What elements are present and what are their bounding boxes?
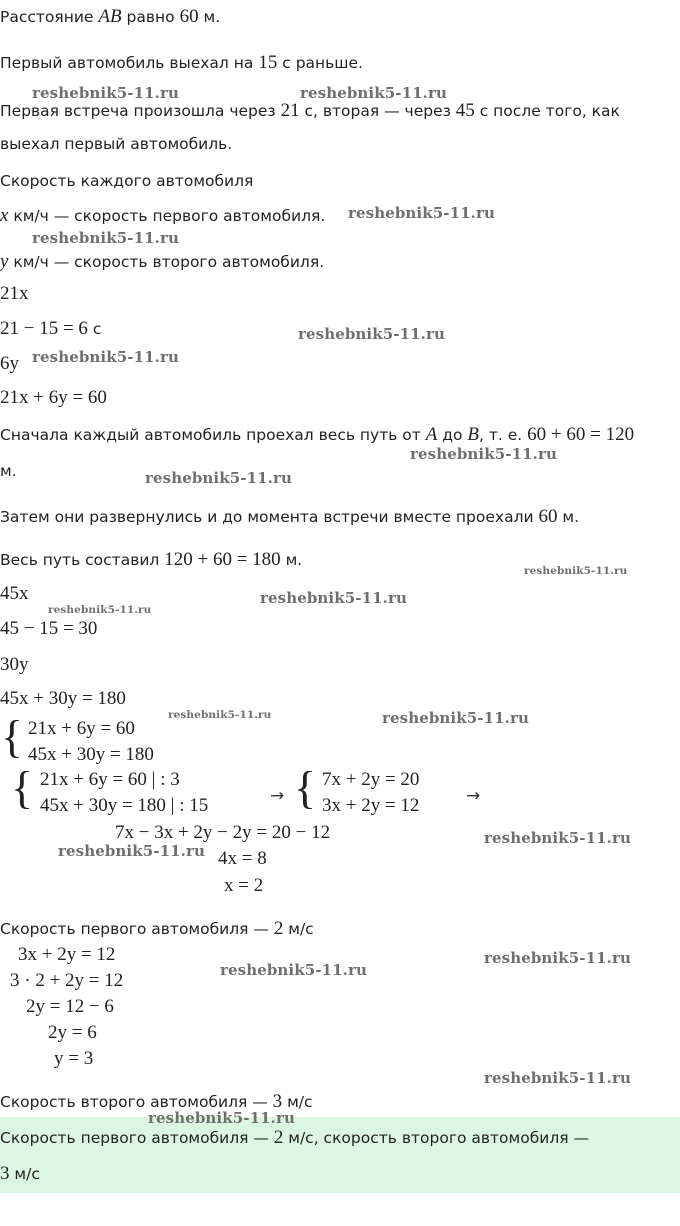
- text-turned-around: Затем они развернулись и до момента встречи вместе проехали 60 м.: [0, 506, 580, 527]
- watermark-text: reshebnik5-11.ru: [168, 709, 272, 721]
- step-y-2: 3 · 2 + 2y = 12: [10, 970, 124, 991]
- watermark-text: reshebnik5-11.ru: [348, 204, 495, 222]
- system2-eq2: 45x + 30y = 180 | : 15: [40, 795, 209, 816]
- watermark-text: reshebnik5-11.ru: [382, 709, 529, 727]
- watermark-text: reshebnik5-11.ru: [145, 469, 292, 487]
- system1-eq2: 45x + 30y = 180: [28, 744, 154, 765]
- system-brace: {: [11, 762, 34, 813]
- math-30y: 30y: [0, 654, 29, 675]
- watermark-text: reshebnik5-11.ru: [148, 1109, 295, 1127]
- watermark-text: reshebnik5-11.ru: [298, 325, 445, 343]
- text-speed-heading: Скорость каждого автомобиля: [0, 172, 254, 190]
- watermark-text: reshebnik5-11.ru: [300, 84, 447, 102]
- step-y-4: 2y = 6: [48, 1022, 97, 1043]
- system2-eq4: 3x + 2y = 12: [322, 795, 420, 816]
- watermark-text: reshebnik5-11.ru: [484, 829, 631, 847]
- math-21-15: 21 − 15 = 6 с: [0, 318, 102, 339]
- system-brace: {: [1, 711, 24, 762]
- watermark-text: reshebnik5-11.ru: [48, 604, 152, 616]
- answer-line-2: 3 м/с: [0, 1163, 40, 1184]
- answer-box: [0, 1117, 680, 1193]
- text-full-path: Сначала каждый автомобиль проехал весь путь от A до B, т. е. 60 + 60 = 120: [0, 424, 635, 445]
- watermark-text: reshebnik5-11.ru: [260, 589, 407, 607]
- text-meetings: Первая встреча произошла через 21 с, вторая — через 45 с после того, как: [0, 100, 620, 121]
- step-y-1: 3x + 2y = 12: [18, 944, 116, 965]
- math-eq-second: 45x + 30y = 180: [0, 688, 126, 709]
- step-x-2: 4x = 8: [218, 848, 267, 869]
- step-x-3: x = 2: [224, 875, 264, 896]
- text-y-def: y км/ч — скорость второго автомобиля.: [0, 251, 325, 272]
- math-6y: 6y: [0, 353, 19, 374]
- system-brace: {: [294, 762, 317, 813]
- text-first-car-early: Первый автомобиль выехал на 15 с раньше.: [0, 52, 363, 73]
- watermark-text: reshebnik5-11.ru: [58, 842, 205, 860]
- system1-eq1: 21x + 6y = 60: [28, 718, 135, 739]
- system2-eq1: 21x + 6y = 60 | : 3: [40, 769, 180, 790]
- watermark-text: reshebnik5-11.ru: [220, 961, 367, 979]
- watermark-text: reshebnik5-11.ru: [410, 445, 557, 463]
- answer-line-1: Скорость первого автомобиля — 2 м/с, скорость второго автомобиля —: [0, 1127, 589, 1148]
- text-meetings-cont: выехал первый автомобиль.: [0, 135, 233, 153]
- watermark-text: reshebnik5-11.ru: [484, 949, 631, 967]
- arrow-icon: →: [270, 786, 285, 806]
- step-y-5: y = 3: [54, 1048, 94, 1069]
- watermark-text: reshebnik5-11.ru: [32, 229, 179, 247]
- watermark-text: reshebnik5-11.ru: [32, 84, 179, 102]
- text-x-def: x км/ч — скорость первого автомобиля.: [0, 205, 326, 226]
- step-y-3: 2y = 12 − 6: [26, 996, 114, 1017]
- text-result-first: Скорость первого автомобиля — 2 м/с: [0, 918, 314, 939]
- text-full-path-unit: м.: [0, 462, 17, 480]
- math-21x: 21x: [0, 283, 29, 304]
- watermark-text: reshebnik5-11.ru: [484, 1069, 631, 1087]
- math-eq-first: 21x + 6y = 60: [0, 387, 107, 408]
- math-45-15: 45 − 15 = 30: [0, 618, 98, 639]
- text-distance: Расстояние AB равно 60 м.: [0, 6, 221, 27]
- arrow-icon: →: [466, 786, 481, 806]
- math-45x: 45x: [0, 583, 29, 604]
- system2-eq3: 7x + 2y = 20: [322, 769, 420, 790]
- step-x-1: 7x − 3x + 2y − 2y = 20 − 12: [115, 822, 331, 843]
- text-result-second: Скорость второго автомобиля — 3 м/с: [0, 1091, 313, 1112]
- watermark-text: reshebnik5-11.ru: [524, 565, 628, 577]
- watermark-text: reshebnik5-11.ru: [32, 348, 179, 366]
- text-total-path: Весь путь составил 120 + 60 = 180 м.: [0, 549, 303, 570]
